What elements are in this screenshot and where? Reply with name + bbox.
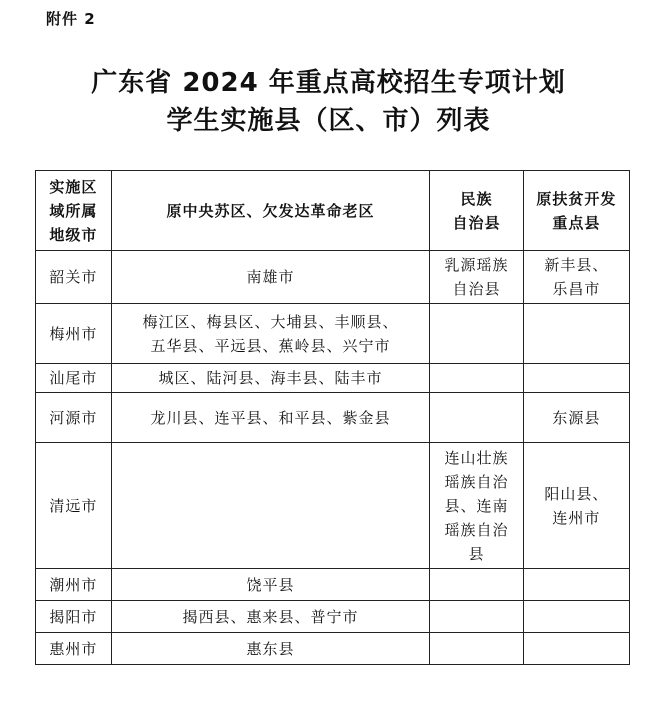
cell-ethnic-autonomous — [430, 569, 524, 601]
table-row — [36, 601, 630, 633]
table-row — [36, 304, 630, 364]
cell-city: 梅州市 — [36, 304, 112, 364]
header-poverty-key: 原扶贫开发 重点县 — [523, 171, 629, 251]
cell-city: 汕尾市 — [36, 364, 112, 393]
cell-city: 韶关市 — [36, 251, 112, 304]
cell-poverty-key — [523, 569, 629, 601]
cell-ethnic-autonomous: 乳源瑶族 自治县 — [430, 251, 524, 304]
header-old-revolutionary: 原中央苏区、欠发达革命老区 — [111, 171, 430, 251]
table-row — [36, 364, 630, 393]
cell-poverty-key: 新丰县、 乐昌市 — [523, 251, 629, 304]
cell-poverty-key: 阳山县、 连州市 — [523, 443, 629, 569]
cell-old-revolutionary: 饶平县 — [111, 569, 430, 601]
cell-old-revolutionary: 梅江区、梅县区、大埔县、丰顺县、 五华县、平远县、蕉岭县、兴宁市 — [111, 304, 430, 364]
county-list-table — [35, 170, 630, 665]
cell-poverty-key — [523, 601, 629, 633]
cell-city: 清远市 — [36, 443, 112, 569]
header-ethnic-autonomous: 民族 自治县 — [430, 171, 524, 251]
cell-old-revolutionary: 惠东县 — [111, 633, 430, 665]
table-row — [36, 251, 630, 304]
document-title-line-1: 广东省 2024 年重点高校招生专项计划 — [91, 68, 566, 98]
cell-old-revolutionary — [111, 443, 430, 569]
cell-old-revolutionary: 城区、陆河县、海丰县、陆丰市 — [111, 364, 430, 393]
cell-ethnic-autonomous — [430, 364, 524, 393]
cell-ethnic-autonomous — [430, 393, 524, 443]
table-header-row — [36, 171, 630, 251]
cell-city: 河源市 — [36, 393, 112, 443]
cell-old-revolutionary: 南雄市 — [111, 251, 430, 304]
cell-city: 揭阳市 — [36, 601, 112, 633]
table-row — [36, 569, 630, 601]
cell-city: 惠州市 — [36, 633, 112, 665]
cell-poverty-key — [523, 633, 629, 665]
table-row — [36, 633, 630, 665]
table-row — [36, 393, 630, 443]
cell-ethnic-autonomous — [430, 633, 524, 665]
cell-poverty-key — [523, 304, 629, 364]
cell-ethnic-autonomous: 连山壮族 瑶族自治 县、连南 瑶族自治 县 — [430, 443, 524, 569]
cell-ethnic-autonomous — [430, 601, 524, 633]
cell-poverty-key — [523, 364, 629, 393]
cell-poverty-key: 东源县 — [523, 393, 629, 443]
attachment-label: 附件 2 — [46, 10, 96, 28]
table-row — [36, 443, 630, 569]
document-title-line-2: 学生实施县（区、市）列表 — [166, 106, 491, 136]
cell-old-revolutionary: 揭西县、惠来县、普宁市 — [111, 601, 430, 633]
cell-city: 潮州市 — [36, 569, 112, 601]
cell-ethnic-autonomous — [430, 304, 524, 364]
cell-old-revolutionary: 龙川县、连平县、和平县、紫金县 — [111, 393, 430, 443]
header-city: 实施区 域所属 地级市 — [36, 171, 112, 251]
